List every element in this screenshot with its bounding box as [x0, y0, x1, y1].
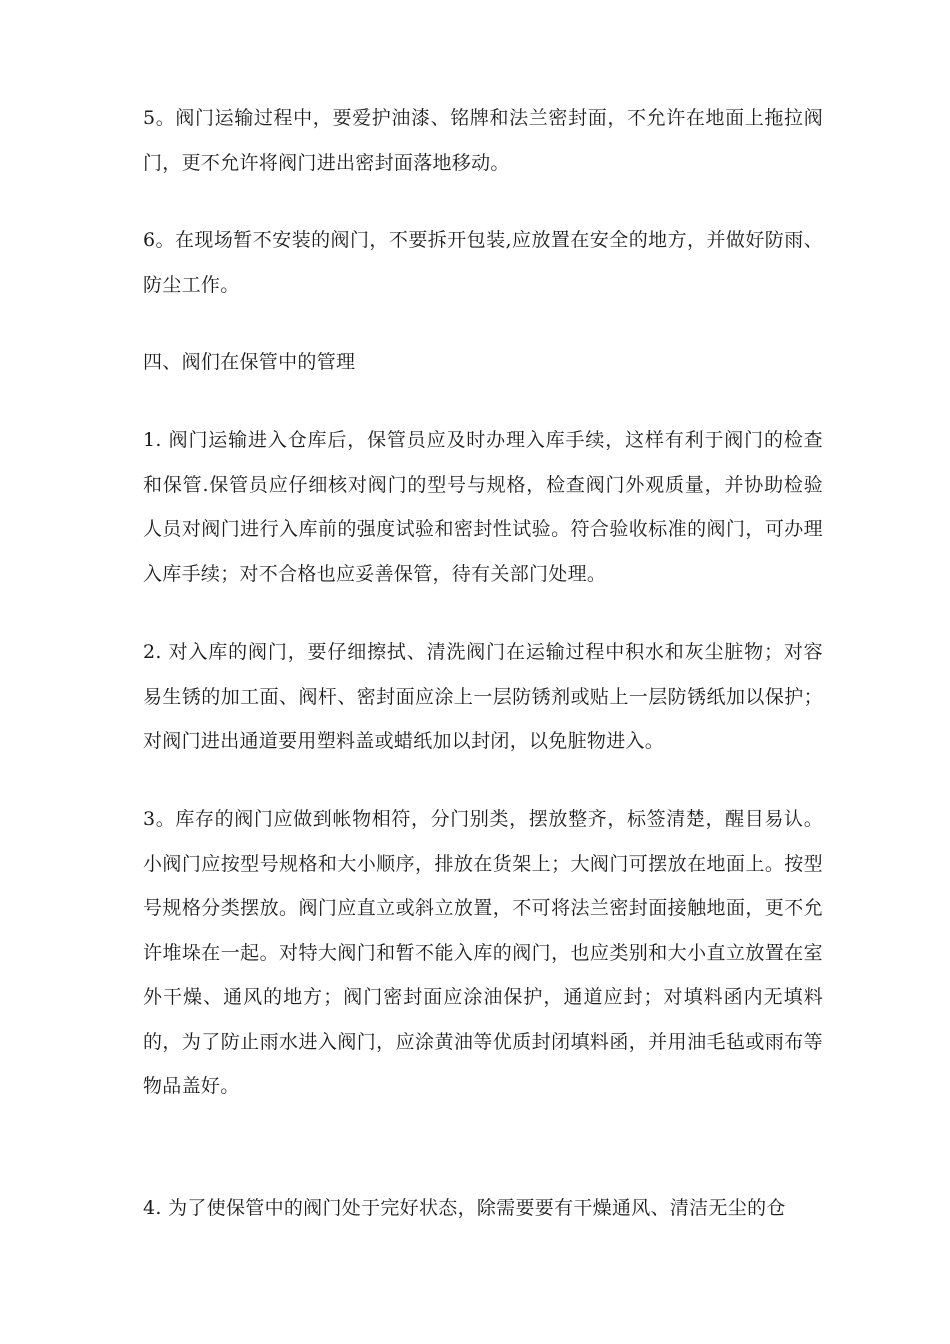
- paragraph-valve-transport: 5。阀门运输过程中，要爱护油漆、铭牌和法兰密封面，不允许在地面上拖拉阀门，更不允许将阀门进出密封面落地移动。: [143, 107, 823, 174]
- paragraph-onsite-storage: 6。在现场暂不安装的阀门，不要拆开包装,应放置在安全的地方，并做好防雨、防尘工作。: [143, 229, 823, 296]
- paragraph-warehouse-entry: 1. 阀门运输进入仓库后，保管员应及时办理入库手续，这样有利于阀门的检查和保管.保管员应仔细核对阀门的型号与规格，检查阀门外观质量，并协助检验人员对阀门进行入库前的强度试验和密封性试验。符合验收标准的阀门，可办理入库手续；对不合格也应妥善保管，待有关部门处理。: [143, 429, 823, 585]
- paragraph-maintenance: 4. 为了使保管中的阀门处于完好状态，除需要要有干燥通风、清洁无尘的仓: [143, 1197, 786, 1219]
- paragraph-inventory-arrangement: 3。库存的阀门应做到帐物相符，分门别类，摆放整齐，标签清楚，醒目易认。小阀门应按型号规格和大小顺序，排放在货架上；大阀门可摆放在地面上。按型号规格分类摆放。阀门应直立或斜立放置，不可将法兰密封面接触地面，更不允许堆垛在一起。对特大阀门和暂不能入库的阀门，也应类别和大小直立放置在室外干燥、通风的地方；阀门密封面应涂油保护，通道应封；对填料函内无填料的，为了防止雨水进入阀门，应涂黄油等优质封闭填料函，并用油毛毡或雨布等物品盖好。: [143, 808, 823, 1097]
- paragraph-cleaning: 2. 对入库的阀门，要仔细擦拭、清洗阀门在运输过程中积水和灰尘脏物；对容易生锈的加工面、阀杆、密封面应涂上一层防锈剂或贴上一层防锈纸加以保护；对阀门进出通道要用塑料盖或蜡纸加以封闭，以免脏物进入。: [143, 641, 823, 752]
- section-heading-storage-management: 四、阀们在保管中的管理: [143, 351, 356, 373]
